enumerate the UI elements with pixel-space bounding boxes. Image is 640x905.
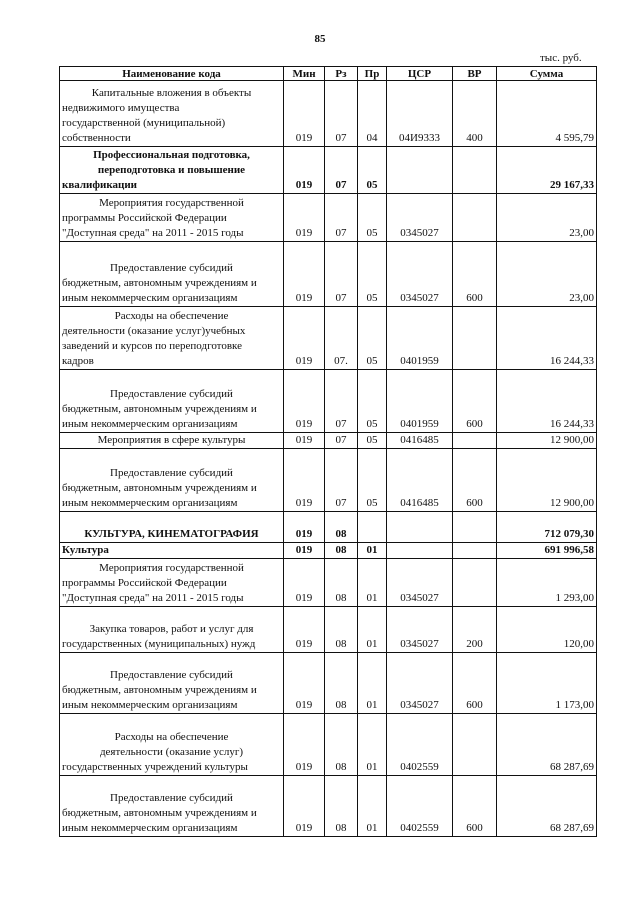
cell-name xyxy=(60,449,284,512)
cell-pr: 01 xyxy=(358,559,387,607)
cell-name-line: бюджетным, автономным учреждениям и xyxy=(62,482,257,494)
cell-name-line: иным некоммерческим организациям xyxy=(62,292,238,304)
cell-vr: 600 xyxy=(453,449,497,512)
cell-sum: 68 287,69 xyxy=(497,776,597,837)
cell-pr: 01 xyxy=(358,776,387,837)
cell-name-line: Культура xyxy=(62,544,109,556)
cell-rz: 07 xyxy=(325,194,358,242)
cell-name-line: "Доступная среда" на 2011 - 2015 годы xyxy=(62,592,244,604)
cell-sum: 23,00 xyxy=(497,194,597,242)
cell-sum: 29 167,33 xyxy=(497,147,597,194)
cell-name-line: бюджетным, автономным учреждениям и xyxy=(62,277,257,289)
cell-vr: 400 xyxy=(453,81,497,147)
cell-rz: 08 xyxy=(325,607,358,653)
cell-name-line: Предоставление субсидий xyxy=(110,792,233,804)
cell-min: 019 xyxy=(284,543,325,559)
cell-rz: 07 xyxy=(325,449,358,512)
table-row xyxy=(60,512,597,543)
budget-table xyxy=(59,66,597,837)
table-row xyxy=(60,242,597,307)
cell-name-line xyxy=(62,246,281,261)
cell-name-line: Мероприятия государственной xyxy=(99,197,244,209)
cell-vr: 200 xyxy=(453,607,497,653)
cell-vr xyxy=(453,433,497,449)
cell-name-line: бюджетным, автономным учреждениям и xyxy=(62,403,257,415)
cell-min: 019 xyxy=(284,307,325,370)
table-row xyxy=(60,81,597,147)
cell-name xyxy=(60,194,284,242)
cell-vr: 600 xyxy=(453,242,497,307)
cell-name-line: Закупка товаров, работ и услуг для xyxy=(89,623,254,635)
cell-name xyxy=(60,307,284,370)
cell-name-line: Предоставление субсидий xyxy=(110,669,233,681)
cell-vr: 600 xyxy=(453,653,497,714)
cell-name-line: иным некоммерческим организациям xyxy=(62,418,238,430)
header-pr: Пр xyxy=(358,67,387,81)
cell-vr xyxy=(453,512,497,543)
cell-csr xyxy=(387,512,453,543)
cell-sum: 16 244,33 xyxy=(497,307,597,370)
table-row xyxy=(60,307,597,370)
cell-vr xyxy=(453,543,497,559)
cell-name-line: КУЛЬТУРА, КИНЕМАТОГРАФИЯ xyxy=(84,528,259,540)
cell-pr: 01 xyxy=(358,714,387,776)
table-row xyxy=(60,559,597,607)
cell-name-line: бюджетным, автономным учреждениям и xyxy=(62,684,257,696)
cell-name-line: иным некоммерческим организациям xyxy=(62,497,238,509)
cell-min: 019 xyxy=(284,242,325,307)
cell-name-line: деятельности (оказание услуг) xyxy=(99,746,244,758)
cell-name-line: Расходы на обеспечение xyxy=(114,310,229,322)
cell-rz: 08 xyxy=(325,653,358,714)
cell-pr: 01 xyxy=(358,653,387,714)
cell-name xyxy=(60,559,284,607)
cell-vr xyxy=(453,194,497,242)
cell-name-line xyxy=(62,512,281,527)
cell-vr: 600 xyxy=(453,776,497,837)
cell-name-line: иным некоммерческим организациям xyxy=(62,822,238,834)
cell-csr: 0345027 xyxy=(387,559,453,607)
cell-name-line: бюджетным, автономным учреждениям и xyxy=(62,807,257,819)
cell-pr: 05 xyxy=(358,449,387,512)
cell-min: 019 xyxy=(284,370,325,433)
cell-csr: 0345027 xyxy=(387,607,453,653)
cell-name-line: государственной (муниципальной) xyxy=(62,117,226,129)
cell-min: 019 xyxy=(284,449,325,512)
cell-sum: 691 996,58 xyxy=(497,543,597,559)
cell-sum: 120,00 xyxy=(497,607,597,653)
cell-sum: 12 900,00 xyxy=(497,433,597,449)
cell-vr: 600 xyxy=(453,370,497,433)
table-row xyxy=(60,607,597,653)
cell-name-line: квалификации xyxy=(62,179,138,191)
cell-pr: 05 xyxy=(358,242,387,307)
cell-rz: 07 xyxy=(325,147,358,194)
cell-csr xyxy=(387,147,453,194)
cell-name-line: Капитальные вложения в объекты xyxy=(91,87,252,99)
cell-csr: 0345027 xyxy=(387,653,453,714)
cell-name-line xyxy=(62,715,281,730)
cell-min: 019 xyxy=(284,559,325,607)
cell-name-line: переподготовка и повышение xyxy=(97,164,246,176)
cell-name xyxy=(60,543,284,559)
cell-rz: 07 xyxy=(325,433,358,449)
cell-name-line xyxy=(62,776,281,791)
cell-name-line xyxy=(62,372,281,387)
cell-name xyxy=(60,776,284,837)
cell-min: 019 xyxy=(284,194,325,242)
cell-name-line xyxy=(62,451,281,466)
cell-name-line: недвижимого имущества xyxy=(62,102,180,114)
cell-min: 019 xyxy=(284,714,325,776)
table-header-row xyxy=(60,67,597,81)
header-name: Наименование кода xyxy=(60,67,284,81)
cell-name-line xyxy=(62,607,281,622)
cell-name-line: Предоставление субсидий xyxy=(110,388,233,400)
cell-vr xyxy=(453,147,497,194)
cell-name xyxy=(60,370,284,433)
cell-csr: 0416485 xyxy=(387,433,453,449)
cell-pr: 01 xyxy=(358,543,387,559)
cell-rz: 08 xyxy=(325,714,358,776)
cell-rz: 07 xyxy=(325,370,358,433)
cell-csr: 04И9333 xyxy=(387,81,453,147)
cell-pr: 04 xyxy=(358,81,387,147)
cell-min: 019 xyxy=(284,776,325,837)
cell-name-line: Предоставление субсидий xyxy=(110,467,233,479)
cell-name xyxy=(60,653,284,714)
cell-csr: 0402559 xyxy=(387,714,453,776)
cell-name xyxy=(60,512,284,543)
cell-rz: 07. xyxy=(325,307,358,370)
cell-min: 019 xyxy=(284,653,325,714)
cell-min: 019 xyxy=(284,433,325,449)
table-row xyxy=(60,370,597,433)
cell-sum: 1 173,00 xyxy=(497,653,597,714)
cell-rz: 08 xyxy=(325,559,358,607)
table-row xyxy=(60,653,597,714)
cell-sum: 68 287,69 xyxy=(497,714,597,776)
page-number: 85 xyxy=(314,33,326,45)
cell-pr: 05 xyxy=(358,194,387,242)
header-vr: ВР xyxy=(453,67,497,81)
cell-pr: 05 xyxy=(358,307,387,370)
cell-sum: 712 079,30 xyxy=(497,512,597,543)
cell-sum: 12 900,00 xyxy=(497,449,597,512)
cell-name-line: иным некоммерческим организациям xyxy=(62,699,238,711)
cell-name xyxy=(60,607,284,653)
header-rz: Рз xyxy=(325,67,358,81)
cell-min: 019 xyxy=(284,81,325,147)
cell-pr: 01 xyxy=(358,607,387,653)
cell-rz: 08 xyxy=(325,543,358,559)
cell-csr: 0345027 xyxy=(387,242,453,307)
cell-rz: 08 xyxy=(325,512,358,543)
cell-name xyxy=(60,81,284,147)
cell-csr: 0401959 xyxy=(387,307,453,370)
cell-pr: 05 xyxy=(358,147,387,194)
cell-name xyxy=(60,714,284,776)
cell-name xyxy=(60,147,284,194)
cell-csr: 0402559 xyxy=(387,776,453,837)
table-row xyxy=(60,147,597,194)
cell-sum: 16 244,33 xyxy=(497,370,597,433)
cell-name-line: Профессиональная подготовка, xyxy=(93,149,250,161)
table-row xyxy=(60,433,597,449)
cell-rz: 08 xyxy=(325,776,358,837)
cell-name xyxy=(60,242,284,307)
cell-vr xyxy=(453,559,497,607)
cell-name-line: государственных (муниципальных) нужд xyxy=(62,638,256,650)
cell-name-line: деятельности (оказание услуг)учебных xyxy=(62,325,246,337)
cell-sum: 4 595,79 xyxy=(497,81,597,147)
cell-vr xyxy=(453,714,497,776)
cell-name-line: собственности xyxy=(62,132,131,144)
cell-sum: 1 293,00 xyxy=(497,559,597,607)
table-row xyxy=(60,194,597,242)
cell-name xyxy=(60,433,284,449)
table-row xyxy=(60,543,597,559)
cell-sum: 23,00 xyxy=(497,242,597,307)
header-min: Мин xyxy=(284,67,325,81)
table-row xyxy=(60,714,597,776)
cell-vr xyxy=(453,307,497,370)
cell-rz: 07 xyxy=(325,242,358,307)
cell-name-line: Мероприятия в сфере культуры xyxy=(97,434,246,446)
units-label: тыс. руб. xyxy=(540,52,582,64)
cell-name-line: программы Российской Федерации xyxy=(62,212,227,224)
cell-pr: 05 xyxy=(358,433,387,449)
cell-name-line: кадров xyxy=(62,355,94,367)
table-body xyxy=(60,81,597,837)
cell-min: 019 xyxy=(284,607,325,653)
cell-pr: 05 xyxy=(358,370,387,433)
table-row xyxy=(60,776,597,837)
cell-csr: 0345027 xyxy=(387,194,453,242)
cell-name-line: государственных учреждений культуры xyxy=(62,761,248,773)
header-csr: ЦСР xyxy=(387,67,453,81)
cell-name-line: "Доступная среда" на 2011 - 2015 годы xyxy=(62,227,244,239)
cell-rz: 07 xyxy=(325,81,358,147)
cell-csr xyxy=(387,543,453,559)
cell-name-line: Расходы на обеспечение xyxy=(114,731,229,743)
cell-name-line xyxy=(62,653,281,668)
cell-name-line: Предоставление субсидий xyxy=(110,262,233,274)
header-sum: Сумма xyxy=(497,67,597,81)
table-row xyxy=(60,449,597,512)
cell-name-line: программы Российской Федерации xyxy=(62,577,227,589)
cell-csr: 0416485 xyxy=(387,449,453,512)
cell-csr: 0401959 xyxy=(387,370,453,433)
cell-min: 019 xyxy=(284,512,325,543)
cell-name-line: Мероприятия государственной xyxy=(99,562,244,574)
cell-name-line: заведений и курсов по переподготовке xyxy=(62,340,242,352)
cell-min: 019 xyxy=(284,147,325,194)
cell-pr xyxy=(358,512,387,543)
